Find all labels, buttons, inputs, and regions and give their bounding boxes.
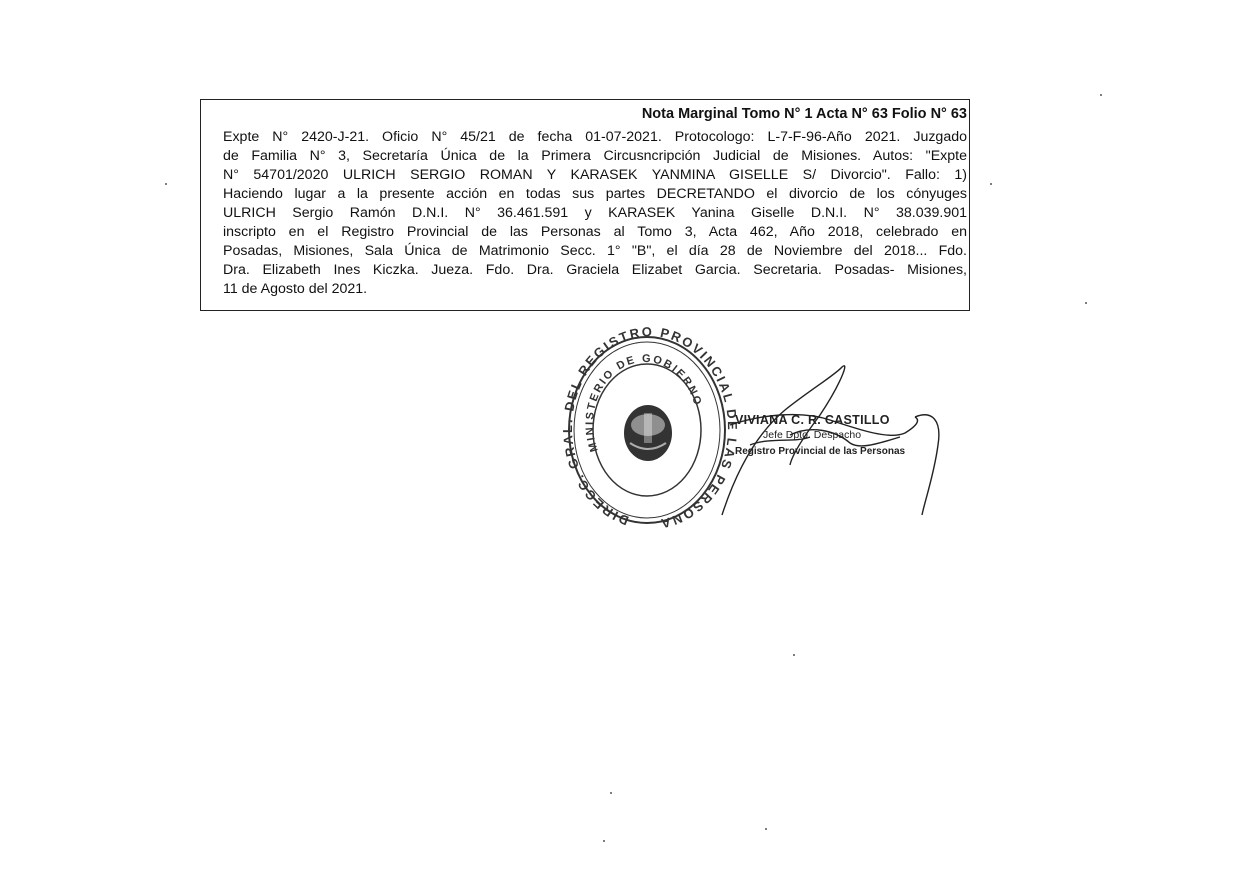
note-line: Haciendo lugar a la presente acción en todas sus partes DECRETANDO el divorcio de los cónyuges	[223, 186, 967, 202]
note-line: ULRICH Sergio Ramón D.N.I. N° 36.461.591 y KARASEK Yanina Giselle D.N.I. N° 38.039.901	[223, 205, 967, 221]
note-line: N° 54701/2020 ULRICH SERGIO ROMAN Y KARASEK YANMINA GISELLE S/ Divorcio". Fallo: 1)	[223, 167, 967, 183]
seal-inner-text: MINISTERIO DE GOBIERNO	[583, 352, 704, 454]
official-stamp-and-signature	[560, 325, 960, 535]
scan-speck	[1100, 94, 1102, 96]
scan-speck	[793, 654, 795, 656]
note-line: inscripto en el Registro Provincial de las Personas al Tomo 3, Acta 462, Año 2018, celebrado en	[223, 224, 967, 240]
note-body	[223, 128, 967, 299]
scan-speck	[765, 828, 767, 830]
note-line: Expte N° 2420-J-21. Oficio N° 45/21 de fecha 01-07-2021. Protocologo: L-7-F-96-Año 2021. Juzgado	[223, 129, 967, 145]
coat-of-arms-icon	[624, 405, 672, 461]
scan-speck	[603, 840, 605, 842]
official-seal	[560, 325, 960, 535]
signatory-organization: Registro Provincial de las Personas	[735, 446, 906, 457]
scan-speck	[165, 183, 167, 185]
scan-speck	[990, 183, 992, 185]
marginal-note-box	[200, 99, 970, 311]
note-line: 11 de Agosto del 2021.	[223, 281, 368, 297]
note-line: de Familia N° 3, Secretaría Única de la Primera Circusncripción Judicial de Misiones. Autos: "Expte	[223, 148, 967, 164]
seal-outer-text: DIRECC. GRAL. DEL REGISTRO PROVINCIAL DE LAS PERSONA	[560, 325, 741, 532]
note-line: Dra. Elizabeth Ines Kiczka. Jueza. Fdo. Dra. Graciela Elizabet Garcia. Secretaria. Posadas- Misiones,	[223, 262, 967, 278]
scan-speck	[610, 792, 612, 794]
note-title: Nota Marginal Tomo N° 1 Acta N° 63 Folio N° 63	[641, 106, 967, 122]
scan-speck	[1085, 302, 1087, 304]
note-line: Posadas, Misiones, Sala Única de Matrimonio Secc. 1° "B", el día 28 de Noviembre del 2018... Fdo.	[223, 243, 967, 259]
signatory-name: VIVIANA C. R. CASTILLO	[735, 413, 890, 427]
signatory-role: Jefe Dpto. Despacho	[763, 429, 862, 441]
